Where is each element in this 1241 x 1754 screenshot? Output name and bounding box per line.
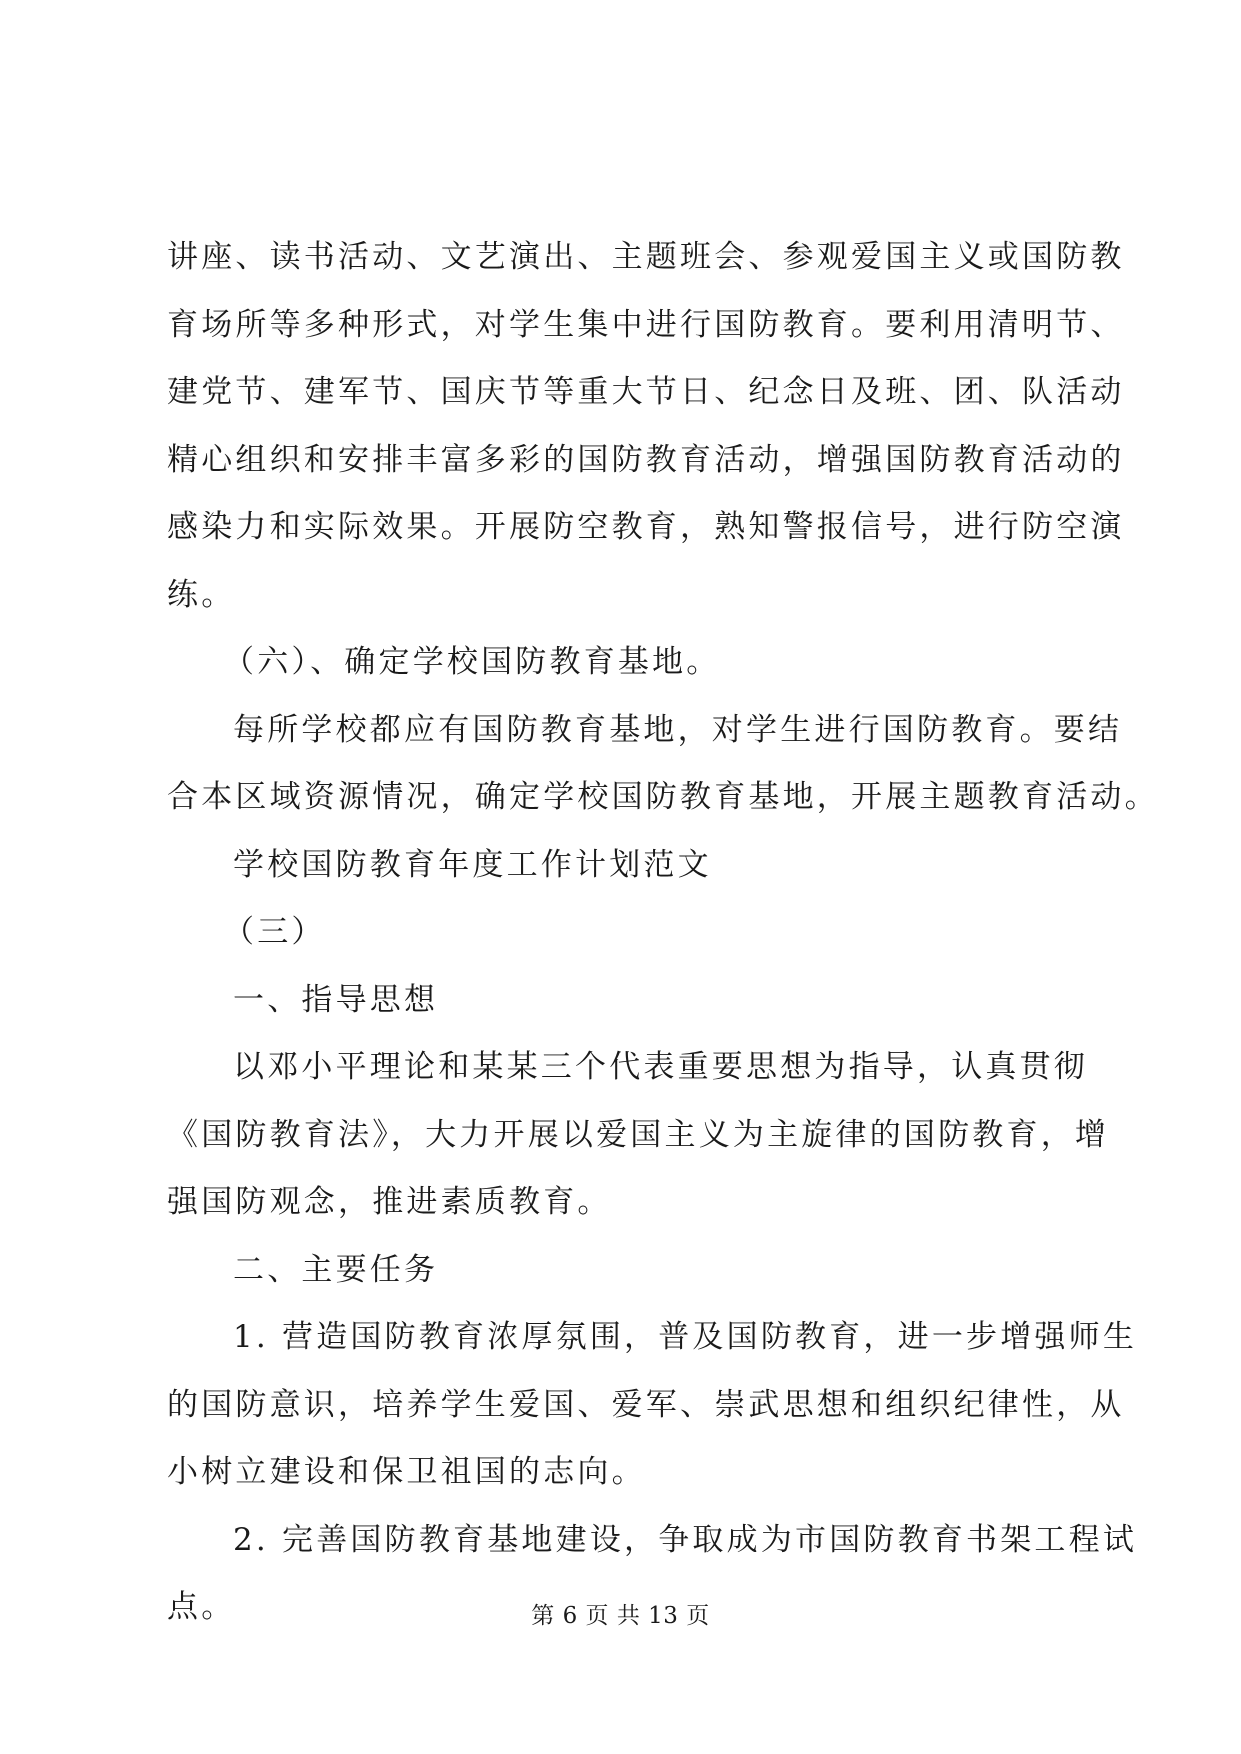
body-line: 每所学校都应有国防教育基地，对学生进行国防教育。要结 xyxy=(233,711,1123,748)
body-line: 以邓小平理论和某某三个代表重要思想为指导，认真贯彻 xyxy=(233,1049,1088,1085)
section-heading: 一、指导思想 xyxy=(233,981,439,1018)
section-heading: （六）、确定学校国防教育基地。 xyxy=(223,644,721,680)
body-line: 建党节、建军节、国庆节等重大节日、纪念日及班、团、队活动 xyxy=(167,374,1125,410)
body-line: 小树立建设和保卫祖国的志向。 xyxy=(167,1454,646,1490)
document-body xyxy=(167,224,1159,1642)
body-line: 的国防意识，培养学生爱国、爱军、崇武思想和组织纪律性，从 xyxy=(167,1386,1125,1423)
body-line: 感染力和实际效果。开展防空教育，熟知警报信号，进行防空演 xyxy=(167,509,1125,545)
list-item: 2. 完善国防教育基地建设，争取成为市国防教育书架工程试 xyxy=(233,1521,1138,1558)
body-line: 强国防观念，推进素质教育。 xyxy=(167,1184,612,1220)
body-line: 合本区域资源情况，确定学校国防教育基地，开展主题教育活动。 xyxy=(167,779,1159,815)
body-line: 精心组织和安排丰富多彩的国防教育活动，增强国防教育活动的 xyxy=(167,441,1125,478)
document-title: 学校国防教育年度工作计划范文 xyxy=(233,846,712,883)
section-heading: 二、主要任务 xyxy=(233,1251,439,1288)
list-item: 1. 营造国防教育浓厚氛围，普及国防教育，进一步增强师生 xyxy=(233,1319,1138,1355)
body-line: 练。 xyxy=(167,576,236,613)
body-line: 点。 xyxy=(167,1589,236,1625)
body-line: 讲座、读书活动、文艺演出、主题班会、参观爱国主义或国防教 xyxy=(167,239,1125,275)
body-line: 育场所等多种形式，对学生集中进行国防教育。要利用清明节、 xyxy=(167,306,1125,343)
document-subtitle: （三） xyxy=(223,914,326,950)
body-line: 《国防教育法》，大力开展以爱国主义为主旋律的国防教育，增 xyxy=(167,1116,1110,1153)
page-footer: 第 6 页 共 13 页 xyxy=(531,1603,710,1629)
